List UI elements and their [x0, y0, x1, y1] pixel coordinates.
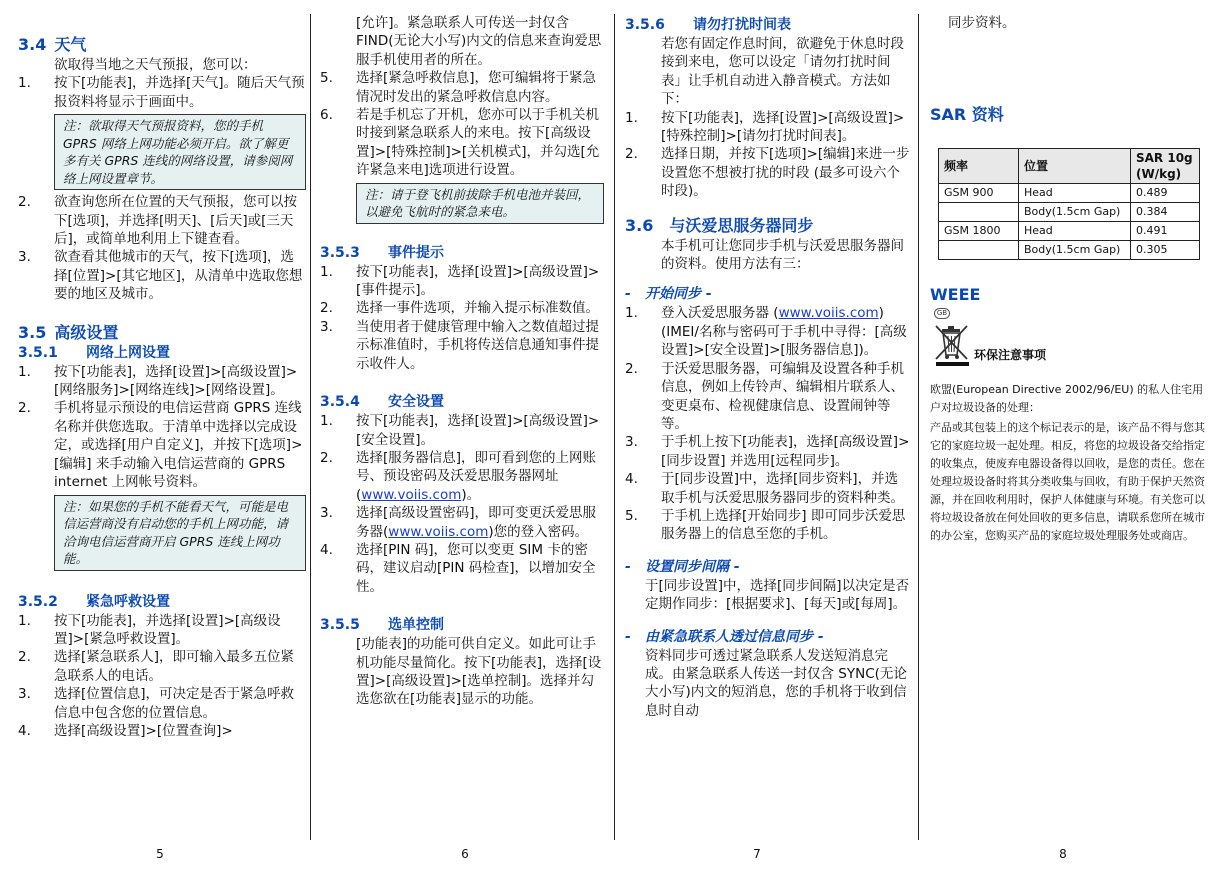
- page-7: [625, 14, 910, 840]
- list-item: 5. 于手机上选择[开始同步] 即可同步沃爱思服务器上的信息至您的手机。: [625, 507, 906, 543]
- weee-heading: WEEE: [930, 285, 981, 305]
- list-item: 2. 于沃爱思服务器，可编辑及设置各种手机信息，例如上传铃声、编辑相片联系人、变更桌布、检视健康信息、设置闹钟等等。: [625, 360, 904, 432]
- weee-caption: 环保注意事项: [974, 348, 1047, 362]
- section-heading-3-5-4: 3.5.4 安全设置: [320, 394, 444, 411]
- table-row: [939, 222, 1200, 241]
- table-header-cell: 频率: [939, 149, 1019, 184]
- page-6: [320, 14, 604, 840]
- table-row: [939, 241, 1200, 260]
- table-header-cell: 位置: [1019, 149, 1131, 184]
- table-header-row: [939, 149, 1200, 184]
- section-heading-3-5-1: 3.5.1 网络上网设置: [18, 344, 170, 361]
- section-heading-3-5-5: 3.5.5 选单控制: [320, 617, 444, 634]
- paragraph: 于[同步设置]中，选择[同步间隔]以决定是否定期作同步：[根据要求]、[每天]或[每周]。: [645, 577, 910, 613]
- list-item: 1. 按下[功能表]，选择[设置]>[高级设置]>[事件提示]。: [320, 263, 600, 299]
- list-item: 4. 于[同步设置]中，选择[同步资料]，并选取手机与沃爱思服务器同步的资料种类。: [625, 471, 904, 506]
- list-item: 1. 按下[功能表]，并选择[设置]>[高级设置]>[紧急呼救设置]。: [18, 612, 281, 647]
- list-item: 2. 选择日期，并按下[选项]>[编辑]来进一步设置您不想被打扰的时段 (最多可设六个时段)。: [625, 146, 910, 200]
- note-box: 注：欲取得天气预报资料，您的手机 GPRS 网络上网功能必须开启。欲了解更多有关 GPRS 连线的网络设置，请参阅网络上网设置章节。: [54, 114, 306, 190]
- table-cell: Head: [1019, 184, 1131, 203]
- table-cell: [939, 203, 1019, 222]
- paragraph: 同步资料。: [948, 15, 1016, 31]
- voiis-link[interactable]: www.voiis.com: [778, 305, 879, 322]
- list-item: 2. 选择[紧急联系人]，即可输入最多五位紧急联系人的电话。: [18, 649, 295, 684]
- page-number: 6: [461, 847, 469, 861]
- table-cell: Body(1.5cm Gap): [1019, 241, 1131, 260]
- paragraph: [功能表]的功能可供自定义。如此可让手机功能尽量简化。按下[功能表]，选择[设置]>[高级设置]>[选单控制]。选择并勾选您欲在[功能表]显示的功能。: [356, 636, 602, 708]
- list-item: 2. 选择[服务器信息]，即可看到您的上网账号、预设密码及沃爱思服务器网址(www.voiis.com)。: [320, 449, 597, 503]
- section-heading-3-6: 3.6 与沃爱思服务器同步: [625, 215, 814, 235]
- section-heading-3-5-6: 3.5.6 请勿打扰时间表: [625, 17, 791, 33]
- table-cell: Body(1.5cm Gap): [1019, 203, 1131, 222]
- paragraph: [允许]。紧急联系人可传送一封仅含 FIND(无论大小写)内文的信息来查询爱思服手机使用者的所在。: [356, 15, 602, 68]
- weee-row: [930, 321, 1210, 367]
- voiis-link[interactable]: www.voiis.com: [361, 486, 462, 503]
- list-item: 3. 选择[位置信息]，可决定是否于紧急呼救信息中包含您的位置信息。: [18, 686, 295, 721]
- table-cell: 0.305: [1131, 241, 1200, 260]
- paragraph: 本手机可让您同步手机与沃爱思服务器间的资料。使用方法有三：: [661, 237, 904, 273]
- list-item: 2. 选择一事件选项，并输入提示标准数值。: [320, 300, 599, 317]
- table-row: [939, 184, 1200, 203]
- list-item: 1. 登入沃爱思服务器 (www.voiis.com) (IMEI/名称与密码可于手机中寻得：[高级设置]>[安全设置]>[服务器信息])。: [625, 305, 907, 359]
- sar-heading: SAR 资料: [930, 105, 1004, 125]
- table-cell: [939, 241, 1019, 260]
- list-item: 3. 当使用者于健康管理中输入之数值超过提示标准值时，手机将传送信息通知事件提示收件人。: [320, 318, 599, 372]
- page-number: 5: [156, 847, 164, 861]
- paragraph: 若您有固定作息时间，欲避免于休息时段接到来电，您可以设定「请勿打扰时间表」让手机自动进入静音模式。方法如下：: [661, 36, 904, 108]
- table-cell: 0.491: [1131, 222, 1200, 241]
- list-item: 2. 手机将显示预设的电信运营商 GPRS 连线名称并供您选取。于清单中选择以完成设定，或选择[用户自定义]，并按下[选项]>[编辑] 来手动输入电信运营商的 GPRS internet 上网帐号资料。: [18, 400, 303, 491]
- section-heading-3-4: 3.4 天气: [18, 35, 87, 54]
- crossed-bin-icon: [930, 321, 976, 367]
- note-box: 注：请于登飞机前拔除手机电池并装回，以避免飞航时的紧急来电。: [356, 183, 604, 224]
- column-divider: [918, 14, 919, 840]
- sar-table: [938, 148, 1200, 260]
- paragraph: 资料同步可透过紧急联系人发送短消息完成。由紧急联系人传送一封仅含 SYNC(无论大小写)内文的短消息，您的手机将于收到信息时自动: [645, 647, 907, 719]
- page-8: [930, 14, 1210, 840]
- gb-badge-icon: GB: [934, 308, 950, 319]
- voiis-link[interactable]: www.voiis.com: [388, 523, 489, 540]
- table-cell: Head: [1019, 222, 1131, 241]
- section-heading-3-5-2: 3.5.2 紧急呼救设置: [18, 593, 170, 610]
- page-5: [18, 14, 306, 840]
- table-row: [939, 203, 1200, 222]
- table-cell: 0.384: [1131, 203, 1200, 222]
- section-heading-3-5-3: 3.5.3 事件提示: [320, 244, 444, 261]
- subsection-sync-interval: - 设置同步间隔 -: [625, 558, 740, 575]
- column-divider: [310, 14, 311, 840]
- list-item: 1. 按下[功能表]，选择[设置]>[高级设置]>[网络服务]>[网络连线]>[网络设置]。: [18, 363, 298, 399]
- table-cell: GSM 1800: [939, 222, 1019, 241]
- column-divider: [614, 14, 615, 840]
- table-header-cell: SAR 10g (W/kg): [1131, 149, 1200, 184]
- subsection-sync-via-message: - 由紧急联系人透过信息同步 -: [625, 628, 824, 645]
- paragraph: 欲取得当地之天气预报，您可以：: [54, 57, 257, 73]
- list-item: 2. 欲查询您所在位置的天气预报，您可以按下[选项]，并选择[明天]、[后天]或[三天后]，或简单地利用上下键查看。: [18, 194, 297, 248]
- note-box: 注：如果您的手机不能看天气，可能是电信运营商没有启动您的手机上网功能，请洽询电信运营商开启 GPRS 连线上网功能。: [54, 495, 306, 571]
- subsection-start-sync: - 开始同步 -: [625, 286, 712, 303]
- page-number: 7: [753, 847, 761, 861]
- list-item: 1. 按下[功能表]，并选择[天气]。随后天气预报资料将显示于画面中。: [18, 75, 305, 110]
- list-item: 5. 选择[紧急呼救信息]，您可编辑将于紧急情况时发出的紧急呼救信息内容。: [320, 70, 597, 105]
- list-item: 1. 按下[功能表]，选择[设置]>[高级设置]>[安全设置]。: [320, 413, 600, 448]
- table-cell: 0.489: [1131, 184, 1200, 203]
- page-number: 8: [1059, 847, 1067, 861]
- list-item: 4. 选择[高级设置]>[位置查询]>: [18, 722, 233, 739]
- table-cell: GSM 900: [939, 184, 1019, 203]
- list-item: 6. 若是手机忘了开机，您亦可以于手机关机时接到紧急联系人的来电。按下[高级设置]>[特殊控制]>[关机模式]，并勾选[允许紧急来电]选项进行设置。: [320, 107, 600, 179]
- list-item: 3. 选择[高级设置密码]，即可变更沃爱思服务器(www.voiis.com)您的登入密码。: [320, 505, 597, 540]
- paragraph: 产品或其包装上的这个标记表示的是，该产品不得与您其它的家庭垃圾一起处理。相反，将您的垃圾设备交给指定的收集点，使废弃电器设备得以回收，是您的责任。您在处理垃圾设备时将其分类收集与回收，有助于保护天然资源，并在回收利用时，保护人体健康与环境。有关您可以将垃圾设备放在何处回收的更多信息，请联系您所在城市的办公室，您购买产品的家庭垃圾处理服务处或商店。: [930, 421, 1205, 543]
- paragraph: 欧盟(European Directive 2002/96/EU) 的私人住宅用户对垃圾设备的处理：: [930, 383, 1204, 415]
- section-heading-3-5: 3.5 高级设置: [18, 322, 119, 342]
- list-item: 4. 选择[PIN 码]，您可以变更 SIM 卡的密码，建议启动[PIN 码检查]，以增加安全性。: [320, 541, 596, 595]
- list-item: 1. 按下[功能表]，选择[设置]>[高级设置]>[特殊控制]>[请勿打扰时间表]。: [625, 109, 905, 145]
- list-item: 3. 欲查看其他城市的天气，按下[选项]，选择[位置]>[其它地区]，从清单中选取您想要的地区及城市。: [18, 249, 303, 303]
- list-item: 3. 于手机上按下[功能表]，选择[高级设置]>[同步设置] 并选用[远程同步]。: [625, 434, 910, 469]
